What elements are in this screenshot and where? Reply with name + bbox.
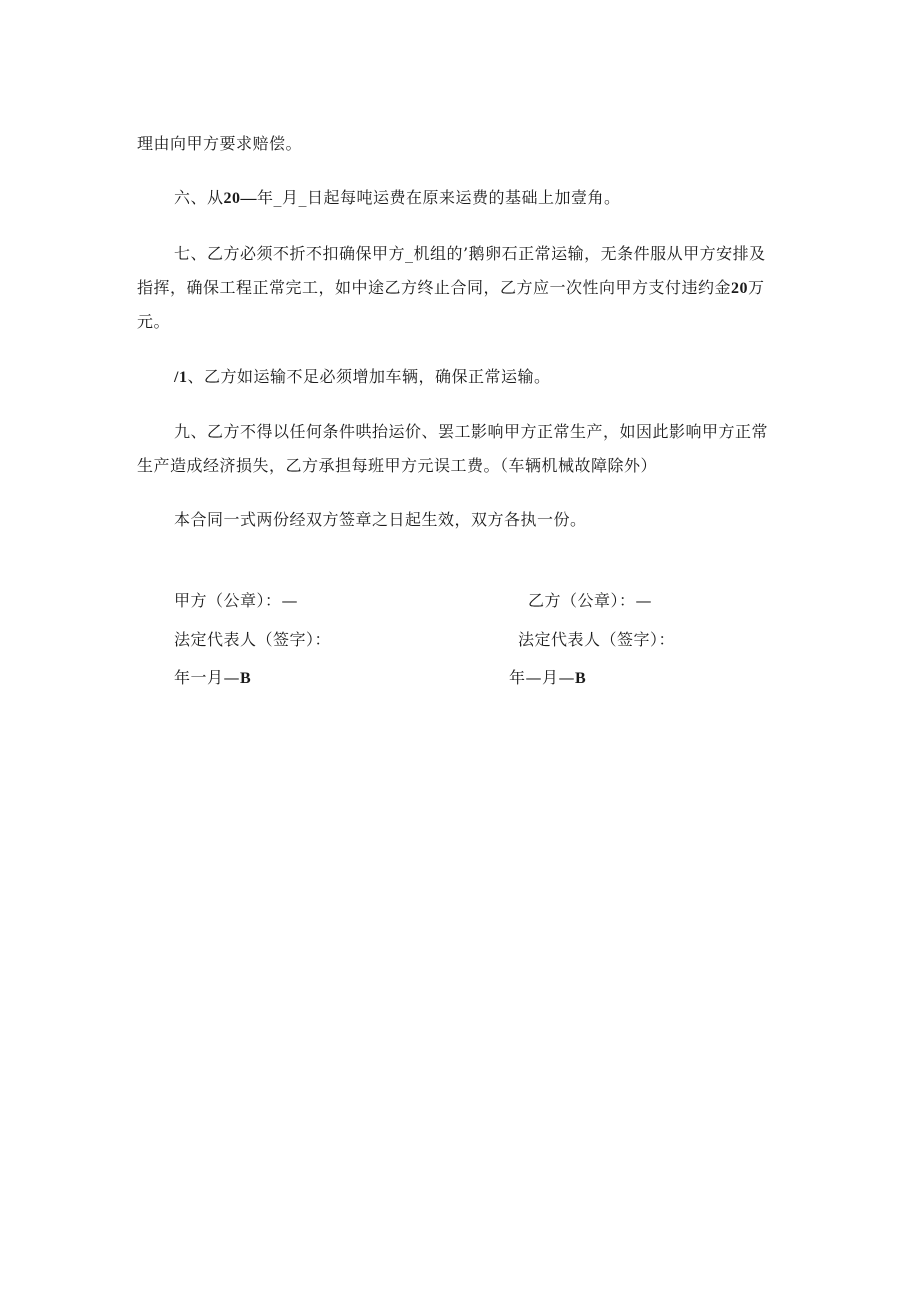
party-b-representative: 法定代表人（签字）：: [518, 630, 676, 649]
clause-8-marker: /1: [174, 369, 188, 386]
clause-6: [174, 187, 621, 210]
continued-line: 理由向甲方要求赔偿。: [137, 134, 303, 153]
clause-6-suffix: 年_月_日起每吨运费在原来运费的基础上加壹角。: [257, 188, 621, 207]
clause-6-year: 20—: [223, 190, 258, 207]
party-b-date-day: B: [575, 670, 587, 687]
closing-statement: 本合同一式两份经双方签章之日起生效，双方各执一份。: [174, 510, 587, 529]
clause-7-line-2-text: 指挥，确保工程正常完工，如中途乙方终止合同，乙方应一次性向甲方支付违约金: [137, 278, 732, 297]
party-b-date: [509, 667, 586, 690]
clause-7-line-2: [137, 277, 765, 300]
party-a-representative: 法定代表人（签字）：: [174, 630, 332, 649]
party-a-seal: 甲方（公章）：—: [174, 591, 299, 610]
party-a-date: [174, 667, 251, 690]
clause-7-line-2-unit: 万: [748, 278, 765, 297]
party-b-date-text: 年—月—: [509, 668, 576, 687]
party-a-date-text: 年一月—: [174, 668, 241, 687]
clause-9-line-1: 九、乙方不得以任何条件哄抬运价、罢工影响甲方正常生产，如因此影响甲方正常: [174, 422, 769, 441]
party-a-date-day: B: [240, 670, 252, 687]
clause-7-line-3: 元。: [137, 312, 171, 331]
penalty-amount: 20: [731, 280, 749, 297]
clause-9-line-2: 生产造成经济损失，乙方承担每班甲方元误工费。（车辆机械故障除外）: [137, 456, 658, 475]
clause-8-text: 、乙方如运输不足必须增加车辆，确保正常运输。: [187, 367, 551, 386]
party-b-seal: 乙方（公章）：—: [528, 591, 653, 610]
clause-8: [174, 366, 550, 389]
clause-7-line-1: 七、乙方必须不折不扣确保甲方_机组的’鹅卵石正常运输，无条件服从甲方安排及: [174, 244, 766, 263]
clause-6-prefix: 六、从: [174, 188, 224, 207]
